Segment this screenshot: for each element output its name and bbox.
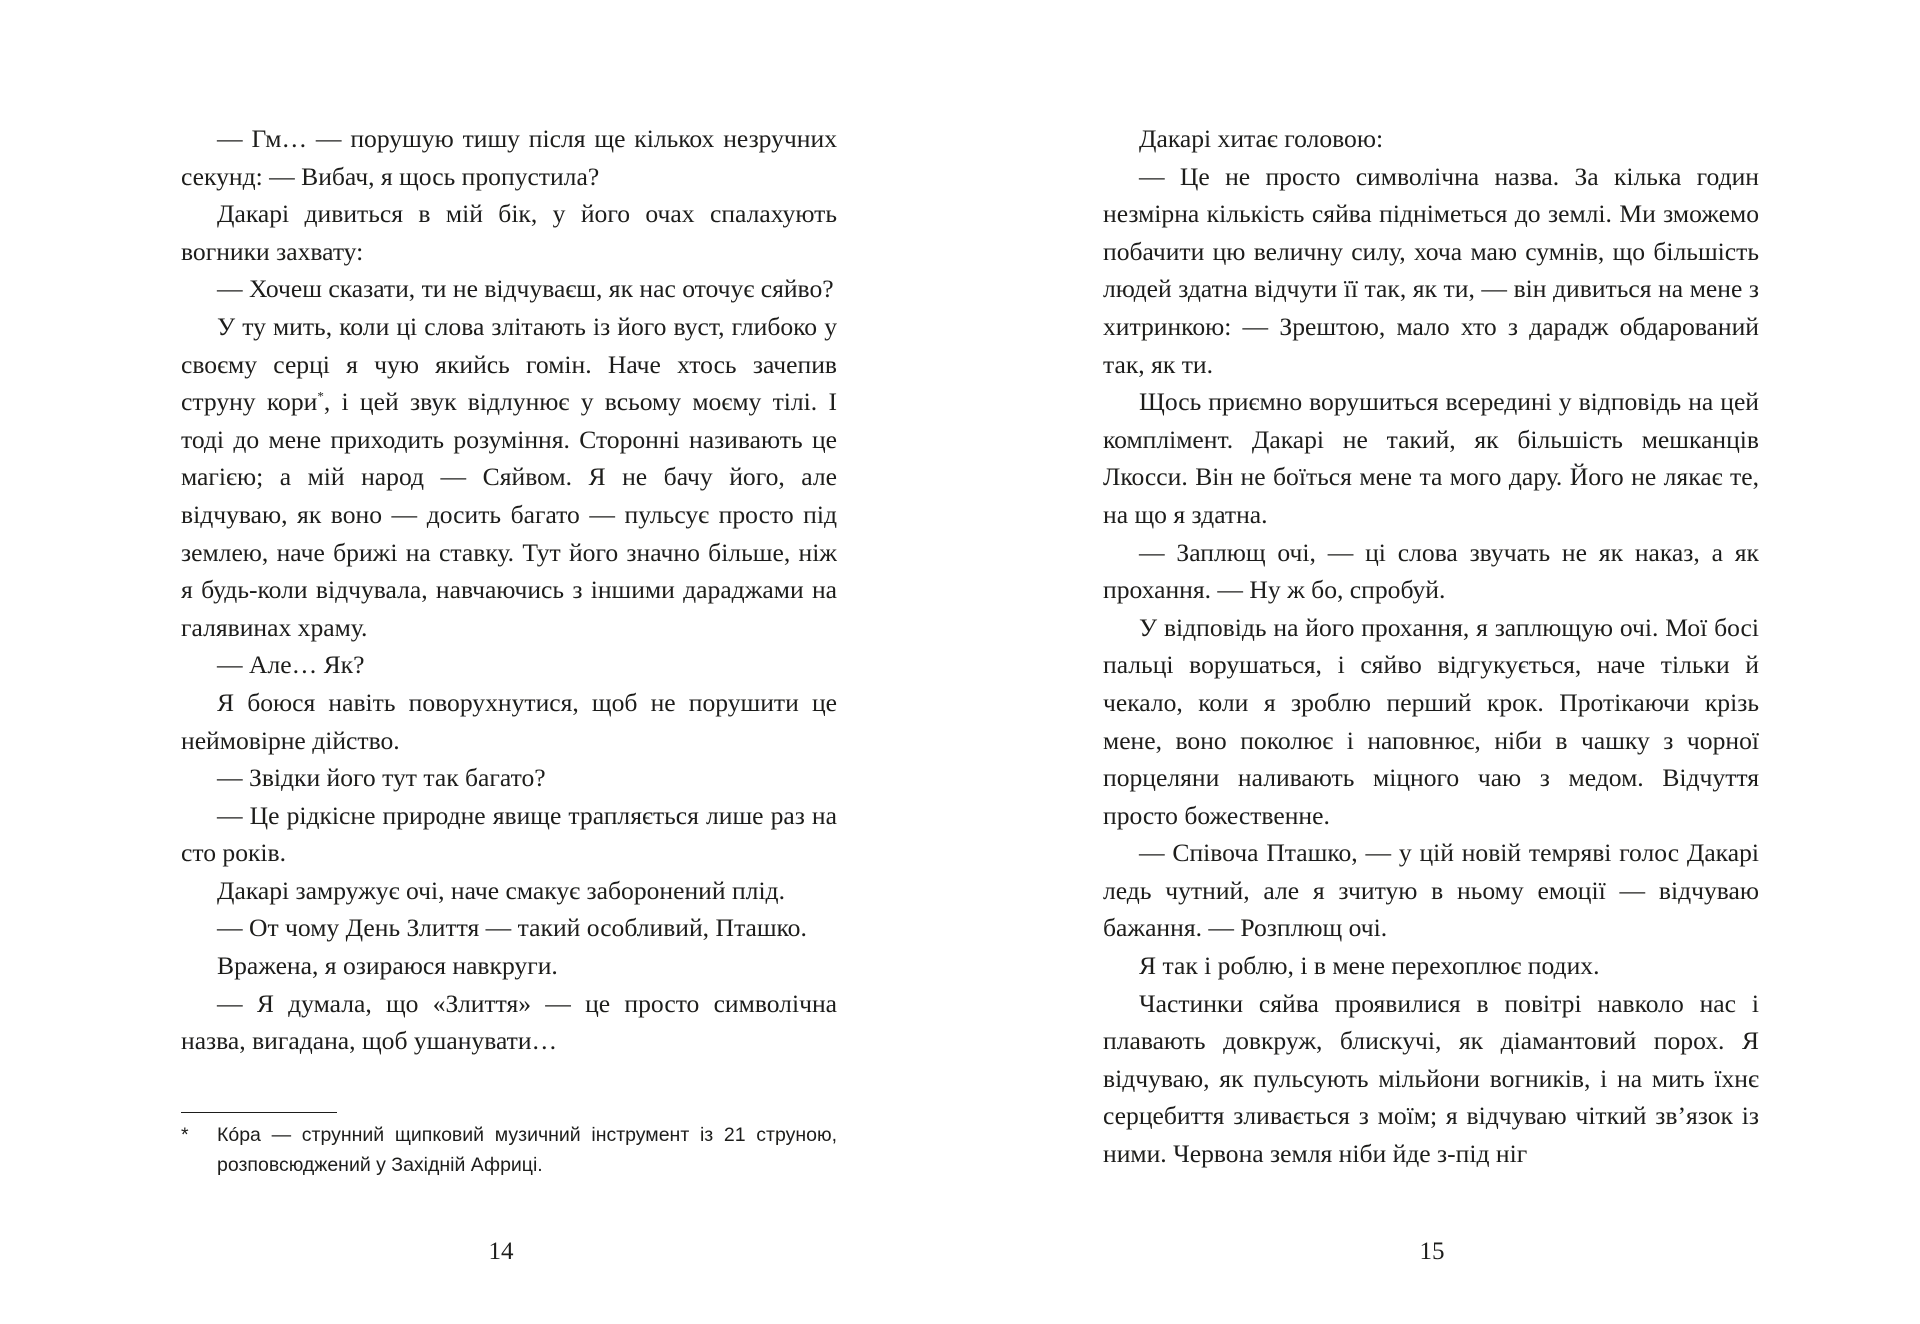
footnote-text: Кóра — струнний щипковий музичний інструмент із 21 струною, розповсюджений у Західній Африці. <box>217 1124 837 1176</box>
left-paragraph-7: — Звідки його тут так багато? <box>217 763 546 793</box>
left-paragraph-3: — Хочеш сказати, ти не відчуваєш, як нас оточує сяйво? <box>217 274 834 304</box>
right-paragraph-6: — Співоча Пташко, — у цій новій темряві голос Дакарі ледь чутний, але я зчитую в ньому емоції — відчуваю бажання. — Розплющ очі. <box>1103 838 1759 943</box>
footnote-divider <box>181 1112 337 1113</box>
left-paragraph-5: — Але… Як? <box>217 650 365 680</box>
right-paragraph-3: Щось приємно ворушиться всередині у відповідь на цей комплімент. Дакарі не такий, як більшість мешканців Лкосси. Він не боїться мене та мого дару. Його не лякає те, на що я здатна. <box>1103 387 1759 529</box>
right-paragraph-4: — Заплющ очі, — ці слова звучать не як наказ, а як прохання. — Ну ж бо, спробуй. <box>1103 537 1759 605</box>
page-number-right: 15 <box>1419 1238 1445 1265</box>
footnote-reference-mark: * <box>317 388 324 404</box>
footnote-marker: * <box>181 1124 189 1146</box>
right-paragraph-5: У відповідь на його прохання, я заплющую очі. Мої босі пальці ворушаться, і сяйво відгукується, наче тільки й чекало, коли я зроблю перший крок. Протікаючи крізь мене, воно поколює і наповнює, ніби в чашку з чорної порцеляни наливають міцного чаю з медом. Відчуття просто божественне. <box>1103 612 1759 830</box>
right-paragraph-8: Частинки сяйва проявилися в повітрі навколо нас і плавають довкруж, блискучі, як діамантовий порох. Я відчуваю, як пульсують мільйони вогників, і на мить їхнє серцебиття зливається з моїм; я відчуваю чіткий зв’язок із ними. Червона земля ніби йде з-під ніг <box>1103 988 1759 1169</box>
left-paragraph-8: — Це рідкісне природне явище трапляється лише раз на сто років. <box>181 800 837 868</box>
left-paragraph-4 <box>181 308 837 646</box>
left-paragraph-4-text: У ту мить, коли ці слова злітають із його вуст, глибоко у своєму серці я чую якийсь гомін. Наче хтось зачепив струну кори <box>181 311 837 417</box>
left-paragraph-11: Вражена, я озираюся навкруги. <box>217 951 558 981</box>
left-paragraph-2: Дакарі дивиться в мій бік, у його очах спалахують вогники захвату: <box>181 199 837 266</box>
right-paragraph-2: — Це не просто символічна назва. За кілька годин незмірна кількість сяйва підніметься до землі. Ми зможемо побачити цю величну силу, хоча маю сумнів, що більшість людей здатна відчути її так, як ти, — він дивиться на мене з хитринкою: — Зрештою, мало хто з дарадж обдарований так, як ти. <box>1103 161 1759 379</box>
right-paragraph-1: Дакарі хитає головою: <box>1139 124 1384 153</box>
left-page <box>181 120 837 1060</box>
left-paragraph-1: — Гм… — порушую тишу після ще кількох незручних секунд: — Вибач, я щось пропустила? <box>181 124 837 191</box>
left-paragraph-10: — От чому День Злиття — такий особливий, Пташко. <box>217 913 807 943</box>
right-paragraph-7: Я так і роблю, і в мене перехоплює подих. <box>1139 951 1600 981</box>
page-number-left: 14 <box>488 1238 514 1265</box>
left-paragraph-12: — Я думала, що «Злиття» — це просто символічна назва, вигадана, щоб ушанувати… <box>181 988 837 1056</box>
right-page <box>1103 120 1759 1173</box>
left-paragraph-9: Дакарі замружує очі, наче смакує заборонений плід. <box>217 875 785 905</box>
left-paragraph-4-continuation: , і цей звук відлунює у всьому моєму тілі. І тоді до мене приходить розуміння. Сторонні називають це магією; а мій народ — Сяйвом. Я не бачу його, але відчуваю, як воно — досить багато — пульсує просто під землею, наче брижі на ставку. Тут його значно більше, ніж я будь-коли відчувала, навчаючись з іншими дараджами на галявинах храму. <box>181 387 837 642</box>
footnote <box>181 1120 837 1180</box>
left-paragraph-6: Я боюся навіть поворухнутися, щоб не порушити це неймовірне дійство. <box>181 687 837 755</box>
